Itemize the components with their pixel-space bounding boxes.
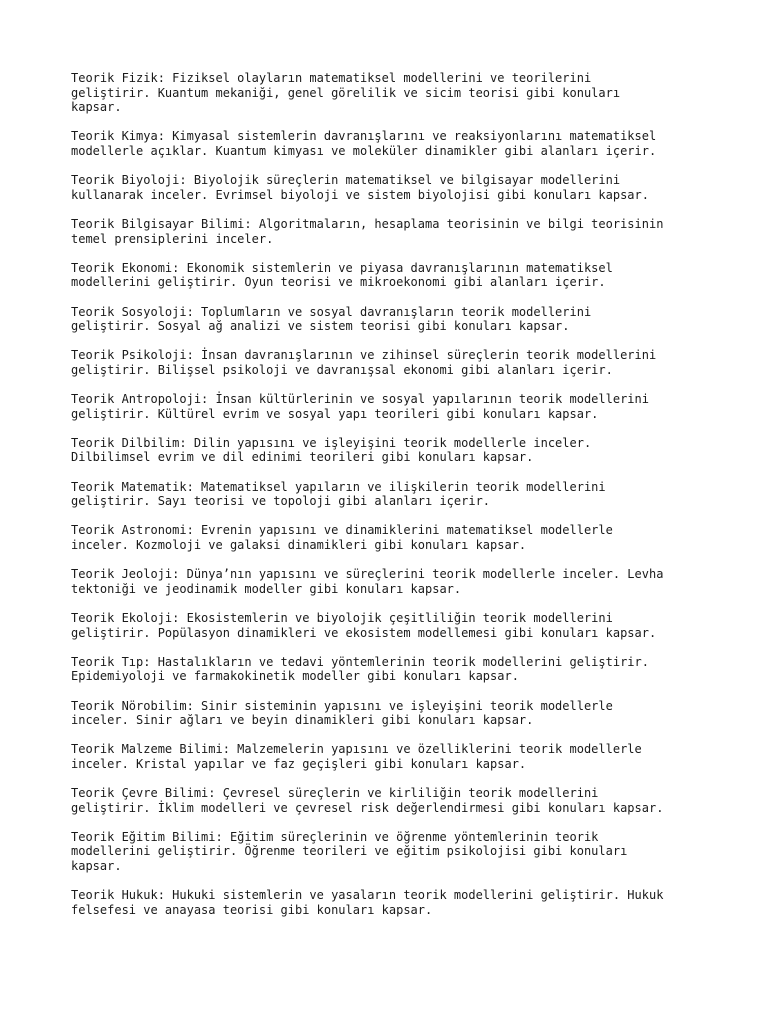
- paragraph-teorik-jeoloji: Teorik Jeoloji: Dünya’nın yapısını ve süreçlerini teorik modellerle inceler. Levha tektoniği ve jeodinamik modeller gibi konuları kapsar.: [71, 567, 664, 596]
- paragraph-teorik-malzeme-bilimi: Teorik Malzeme Bilimi: Malzemelerin yapısını ve özelliklerini teorik modellerle inceler. Kristal yapılar ve faz geçişleri gibi konuları kapsar.: [71, 742, 642, 771]
- paragraph-teorik-tip: Teorik Tıp: Hastalıkların ve tedavi yöntemlerinin teorik modellerini geliştirir. Epidemiyoloji ve farmakokinetik modeller gibi konuları kapsar.: [71, 654, 649, 684]
- paragraph-teorik-cevre-bilimi: Teorik Çevre Bilimi: Çevresel süreçlerin ve kirliliğin teorik modellerini geliştirir. İklim modelleri ve çevresel risk değerlendirmesi gibi konuları kapsar.: [71, 786, 664, 815]
- paragraph-teorik-ekonomi: Teorik Ekonomi: Ekonomik sistemlerin ve piyasa davranışlarının matematiksel modellerini geliştirir. Oyun teorisi ve mikroekonomi gibi alanları içerir.: [71, 260, 613, 290]
- paragraph-teorik-kimya: Teorik Kimya: Kimyasal sistemlerin davranışlarını ve reaksiyonlarını matematiksel modellerle açıklar. Kuantum kimyası ve moleküler dinamikler gibi alanları içerir.: [71, 129, 657, 158]
- paragraph-teorik-hukuk: Teorik Hukuk: Hukuki sistemlerin ve yasaların teorik modellerini geliştirir. Hukuk felsefesi ve anayasa teorisi gibi konuları kapsar.: [71, 888, 664, 917]
- paragraph-teorik-sosyoloji: Teorik Sosyoloji: Toplumların ve sosyal davranışların teorik modellerini geliştirir. Sosyal ağ analizi ve sistem teorisi gibi konuları kapsar.: [71, 304, 592, 334]
- paragraph-teorik-dilbilim: Teorik Dilbilim: Dilin yapısını ve işleyişini teorik modellerle inceler. Dilbilimsel evrim ve dil edinimi teorileri gibi konuları kapsar.: [71, 435, 592, 465]
- paragraph-teorik-astronomi: Teorik Astronomi: Evrenin yapısını ve dinamiklerini matematiksel modellerle inceler. Kozmoloji ve galaksi dinamikleri gibi konuları kapsar.: [71, 523, 613, 552]
- paragraph-teorik-norobilim: Teorik Nörobilim: Sinir sisteminin yapısını ve işleyişini teorik modellerle inceler. Sinir ağları ve beyin dinamikleri gibi konuları kapsar.: [71, 698, 613, 728]
- paragraph-teorik-egitim-bilimi: Teorik Eğitim Bilimi: Eğitim süreçlerinin ve öğrenme yöntemlerinin teorik modellerini geliştirir. Öğrenme teorileri ve eğitim psikolojisi gibi konuları kapsar.: [71, 829, 628, 874]
- paragraph-teorik-antropoloji: Teorik Antropoloji: İnsan kültürlerinin ve sosyal yapılarının teorik modellerini geliştirir. Kültürel evrim ve sosyal yapı teorileri gibi konuları kapsar.: [71, 392, 649, 421]
- paragraph-teorik-psikoloji: Teorik Psikoloji: İnsan davranışlarının ve zihinsel süreçlerin teorik modellerini geliştirir. Bilişsel psikoloji ve davranışsal ekonomi gibi alanları içerir.: [71, 348, 657, 377]
- document-page: [71, 71, 701, 932]
- paragraph-teorik-biyoloji: Teorik Biyoloji: Biyolojik süreçlerin matematiksel ve bilgisayar modellerini kullanarak inceler. Evrimsel biyoloji ve sistem biyolojisi gibi konuları kapsar.: [71, 173, 649, 202]
- paragraph-teorik-fizik: Teorik Fizik: Fiziksel olayların matematiksel modellerini ve teorilerini geliştirir. Kuantum mekaniği, genel görelilik ve sicim teorisi gibi konuları kapsar.: [71, 71, 621, 115]
- paragraph-teorik-ekoloji: Teorik Ekoloji: Ekosistemlerin ve biyolojik çeşitliliğin teorik modellerini geliştirir. Popülasyon dinamikleri ve ekosistem modellemesi gibi konuları kapsar.: [71, 610, 657, 640]
- paragraph-teorik-matematik: Teorik Matematik: Matematiksel yapıların ve ilişkilerin teorik modellerini geliştirir. Sayı teorisi ve topoloji gibi alanları içerir.: [71, 479, 606, 509]
- paragraph-teorik-bilgisayar-bilimi: Teorik Bilgisayar Bilimi: Algoritmaların, hesaplama teorisinin ve bilgi teorisinin temel prensiplerini inceler.: [71, 216, 664, 246]
